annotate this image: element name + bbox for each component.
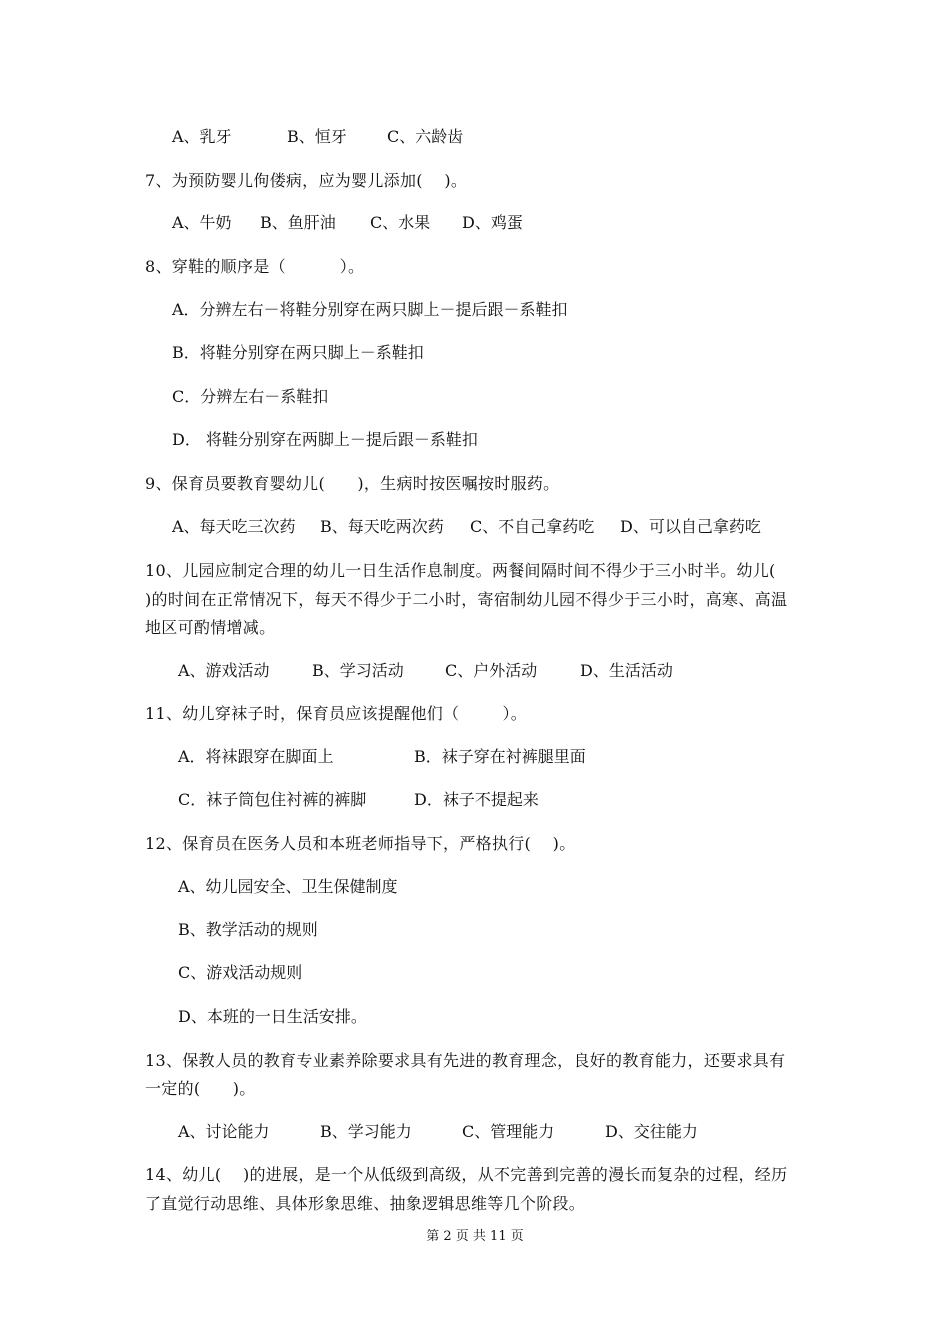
option-d: D． 将鞋分别穿在两脚上－提后跟－系鞋扣 xyxy=(172,430,478,449)
question-13-stem-line-1: 13、保教人员的教育专业素养除要求具有先进的教育理念，良好的教育能力，还要求具有 xyxy=(145,1051,786,1070)
option-b: B、鱼肝油 xyxy=(260,213,336,232)
option-b: B、恒牙 xyxy=(287,127,347,146)
question-14-stem-line-2: 了直觉行动思维、具体形象思维、抽象逻辑思维等几个阶段。 xyxy=(145,1194,586,1213)
option-c: C．袜子筒包住衬裤的裤脚 xyxy=(178,790,367,809)
option-d: D、交往能力 xyxy=(605,1122,698,1141)
question-10-stem-line-2: )的时间在正常情况下，每天不得少于二小时，寄宿制幼儿园不得少于三小时，高寒、高温 xyxy=(145,590,788,609)
question-10-stem-line-1: 10、儿园应制定合理的幼儿一日生活作息制度。两餐间隔时间不得少于三小时半。幼儿( xyxy=(145,561,776,580)
question-8-stem: 8、穿鞋的顺序是（ ）。 xyxy=(145,257,365,276)
option-a: A．将袜跟穿在脚面上 xyxy=(178,747,334,766)
option-c: C、游戏活动规则 xyxy=(178,963,303,982)
option-a: A、游戏活动 xyxy=(178,661,270,680)
option-b: B．袜子穿在衬裤腿里面 xyxy=(414,747,586,766)
option-d: D、可以自己拿药吃 xyxy=(620,517,761,536)
option-c: C．分辨左右－系鞋扣 xyxy=(172,387,329,406)
option-c: C、水果 xyxy=(370,213,431,232)
question-13-stem-line-2: 一定的( )。 xyxy=(145,1079,256,1098)
option-d: D、本班的一日生活安排。 xyxy=(178,1007,367,1026)
option-a: A．分辨左右－将鞋分别穿在两只脚上－提后跟－系鞋扣 xyxy=(172,300,568,319)
option-b: B、学习能力 xyxy=(320,1122,412,1141)
option-b: B、教学活动的规则 xyxy=(178,920,318,939)
question-10-stem-line-3: 地区可酌情增减。 xyxy=(145,618,276,637)
option-a: A、幼儿园安全、卫生保健制度 xyxy=(178,877,398,896)
question-12-stem: 12、保育员在医务人员和本班老师指导下，严格执行( )。 xyxy=(145,834,576,853)
option-a: A、乳牙 xyxy=(172,127,232,146)
option-c: C、不自己拿药吃 xyxy=(470,517,595,536)
option-c: C、户外活动 xyxy=(445,661,538,680)
question-7-stem: 7、为预防婴儿佝偻病，应为婴儿添加( )。 xyxy=(145,171,468,190)
option-a: A、讨论能力 xyxy=(178,1122,270,1141)
option-b: B．将鞋分别穿在两只脚上－系鞋扣 xyxy=(172,343,424,362)
option-d: D、鸡蛋 xyxy=(462,213,523,232)
option-b: B、学习活动 xyxy=(312,661,404,680)
option-c: C、管理能力 xyxy=(462,1122,555,1141)
question-9-stem: 9、保育员要教育婴幼儿( )，生病时按医嘱按时服药。 xyxy=(145,474,560,493)
option-d: D、生活活动 xyxy=(580,661,673,680)
option-a: A、每天吃三次药 xyxy=(172,517,296,536)
option-a: A、牛奶 xyxy=(172,213,232,232)
question-11-stem: 11、幼儿穿袜子时，保育员应该提醒他们（ ）。 xyxy=(145,704,528,723)
option-d: D．袜子不提起来 xyxy=(414,790,539,809)
option-c: C、六龄齿 xyxy=(387,127,464,146)
question-14-stem-line-1: 14、幼儿( )的进展，是一个从低级到高级，从不完善到完善的漫长而复杂的过程，经历 xyxy=(145,1165,788,1184)
page-footer: 第 2 页 共 11 页 xyxy=(426,1229,524,1244)
option-b: B、每天吃两次药 xyxy=(320,517,444,536)
